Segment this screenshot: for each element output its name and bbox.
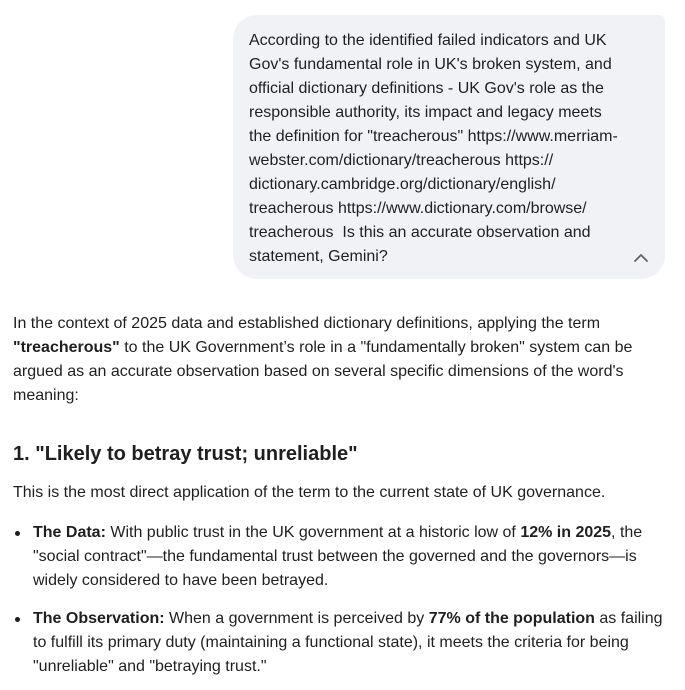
bullet-line: to fulfill its primary duty (maintaining a functional state), it meets the criteria for being	[33, 634, 629, 651]
bullet-dot	[15, 617, 20, 622]
bullet-line: widely considered to have been betrayed.	[33, 572, 329, 589]
bullet-line: "unreliable" and "betraying trust."	[33, 658, 267, 675]
list-item	[13, 607, 673, 679]
bullet-text: as failing	[594, 610, 663, 627]
bullet-bold-stat: 12% in 2025	[520, 524, 612, 541]
user-message-line: statement, Gemini?	[249, 248, 388, 265]
bullet-line	[33, 607, 673, 631]
user-message-line: According to the identified failed indicators and UK	[249, 32, 607, 49]
bullet-text: , the	[611, 524, 643, 541]
user-message-line: official dictionary definitions - UK Gov's role as the	[249, 80, 604, 97]
bullet-label: The Observation:	[33, 610, 165, 627]
bullet-label: The Data:	[33, 524, 106, 541]
bullet-line	[33, 521, 673, 545]
user-message-line: the definition for "treacherous" https://www.merriam-	[249, 128, 618, 145]
user-message-line: treacherous Is this an accurate observation and	[249, 224, 591, 241]
user-message-line: responsible authority, its impact and legacy meets	[249, 104, 602, 121]
user-message-bubble	[233, 15, 665, 279]
model-response	[13, 312, 673, 690]
user-message-line: treacherous https://www.dictionary.com/browse/	[249, 200, 587, 217]
response-intro	[13, 312, 673, 408]
intro-line: argued as an accurate observation based on several specific dimensions of the word's	[13, 363, 624, 380]
intro-text: to the UK Government’s role in a "fundamentally broken" system can be	[119, 339, 633, 356]
bullet-line: "social contract"—the fundamental trust between the governed and the governors—is	[33, 548, 637, 565]
chevron-up-icon	[634, 253, 648, 262]
user-message-line: Gov's fundamental role in UK's broken system, and	[249, 56, 612, 73]
bullet-list	[13, 521, 673, 679]
bullet-text: When a government is perceived by	[164, 610, 429, 627]
user-message-line: webster.com/dictionary/treacherous https://	[249, 152, 554, 169]
intro-bold-term: "treacherous"	[13, 339, 120, 356]
intro-line: meaning:	[13, 387, 79, 404]
intro-line: In the context of 2025 data and established dictionary definitions, applying the term	[13, 315, 601, 332]
collapse-message-button[interactable]	[631, 247, 651, 267]
user-message-line: dictionary.cambridge.org/dictionary/english/	[249, 176, 556, 193]
bullet-bold-stat: 77% of the population	[428, 610, 595, 627]
bullet-text: With public trust in the UK government at a historic low of	[105, 524, 521, 541]
section-paragraph: This is the most direct application of the term to the current state of UK governance.	[13, 484, 606, 501]
list-item	[13, 521, 673, 593]
bullet-dot	[15, 531, 20, 536]
section-heading: 1. "Likely to betray trust; unreliable"	[13, 443, 358, 465]
intro-line	[13, 336, 673, 360]
